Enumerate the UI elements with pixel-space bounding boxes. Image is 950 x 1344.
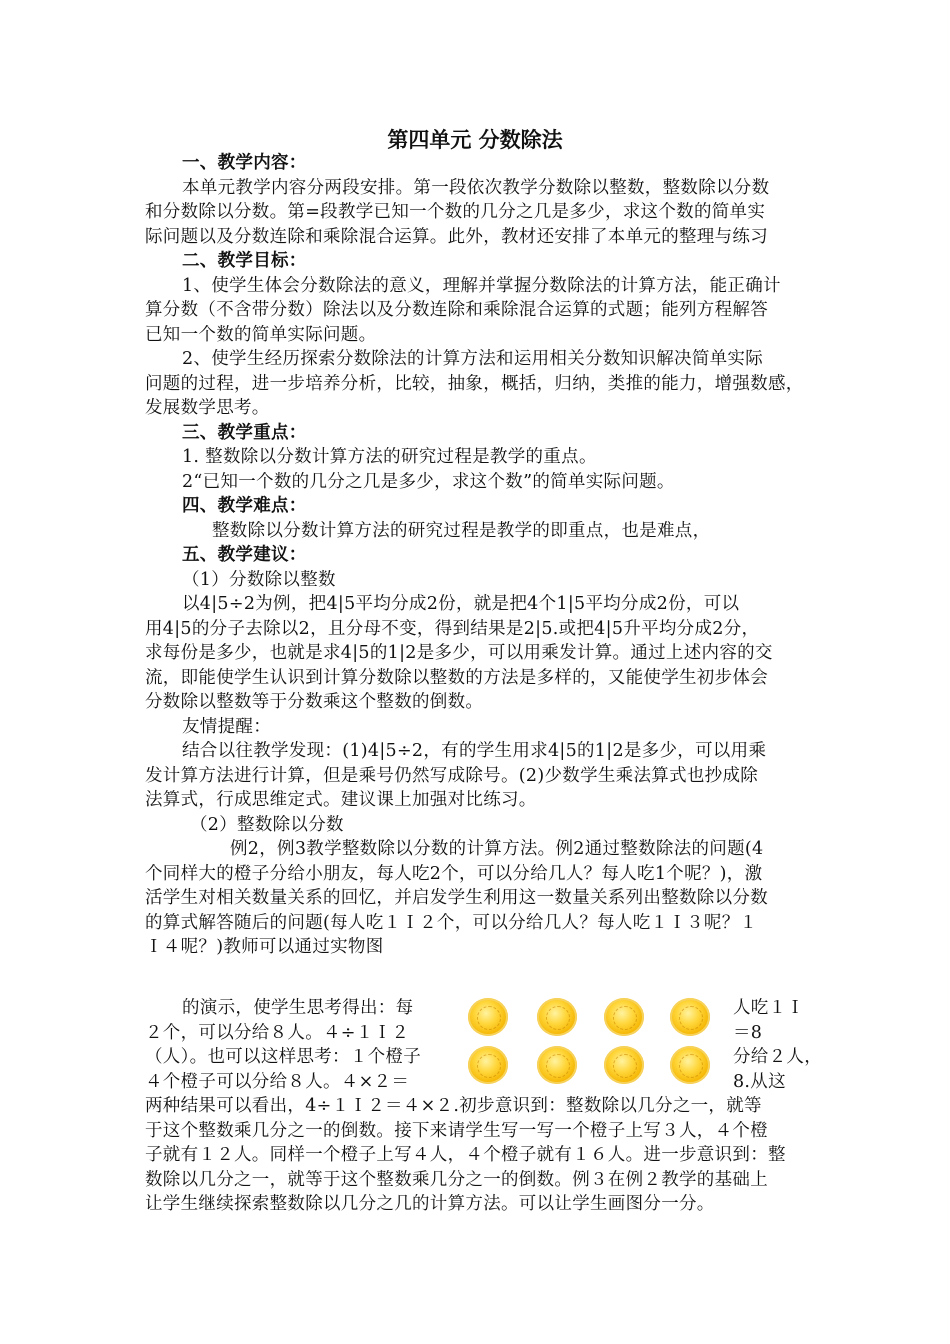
orange-icon [604,1046,644,1084]
oranges-illustration [462,996,732,1086]
text-line: 数除以几分之一，就等于这个整数乘几分之一的倒数。例３在例２教学的基础上 [145,1169,768,1190]
text-line: 例2，例3教学整数除以分数的计算方法。例2通过整数除法的问题(4 [230,839,764,859]
text-line: ２个，可以分给８人。４÷１Ｉ２ [145,1022,410,1043]
text-line: （人）。也可以这样思考：１个橙子 [145,1047,422,1067]
text-line: 求每份是多少，也就是求4|5的1|2是多少，可以用乘发计算。通过上述内容的交 [145,643,773,663]
text-line: 个同样大的橙子分给小朋友，每人吃2个，可以分给几人？每人吃1个呢？)，激 [145,863,763,884]
orange-icon [537,998,577,1036]
text-line: 用4|5的分子去除以2，且分母不变，得到结果是2|5.或把4|5升平均分成2分， [145,618,760,639]
text-line: 法算式，行成思维定式。建议课上加强对比练习。 [145,790,537,810]
text-line: 1、使学生体会分数除法的意义，理解并掌握分数除法的计算方法，能正确计 [182,275,781,296]
text-line: 子就有１２人。同样一个橙子上写４人，４个橙子就有１６人。进一步意识到：整 [145,1145,786,1165]
section-heading: 一、教学内容： [182,153,307,173]
text-line: 发展数学思考。 [145,398,270,418]
text-line: 2、使学生经历探索分数除法的计算方法和运用相关分数知识解决简单实际 [182,349,764,369]
text-line: ４个橙子可以分给８人。４×２＝ [145,1071,410,1092]
text-line: 活学生对相关数量关系的回忆，并启发学生利用这一数量关系列出整数除以分数 [145,888,768,908]
orange-icon [670,1046,710,1084]
text-line: Ｉ４呢？)教师可以通过实物图 [145,937,384,957]
text-line: 的算式解答随后的问题(每人吃１Ｉ２个，可以分给几人？每人吃１Ｉ３呢？１ [145,912,758,933]
text-line: 人吃１Ｉ [733,998,805,1018]
orange-icon [468,998,508,1036]
text-line: 让学生继续探索整数除以几分之几的计算方法。可以让学生画图分一分。 [145,1194,715,1214]
text-line: 已知一个数的简单实际问题。 [145,324,377,345]
text-line: 流，即能使学生认识到计算分数除以整数的方法是多样的，又能使学生初步体会 [145,667,768,688]
text-line: 和分数除以分数。第=段教学已知一个数的几分之几是多少，求这个数的简单实 [145,202,766,222]
page-title: 第四单元 分数除法 [387,128,563,152]
text-line: 两种结果可以看出，4÷１Ｉ２＝４×２.初步意识到：整数除以几分之一，就等 [145,1096,762,1116]
text-line: 友情提醒： [182,716,271,737]
text-line: 以4|5÷2为例，把4|5平均分成2份，就是把4个1|5平均分成2份，可以 [182,594,740,614]
text-line: 问题的过程，进一步培养分析，比较，抽象，概括，归纳，类推的能力，增强数感， [145,373,804,394]
text-line: 本单元教学内容分两段安排。第一段依次教学分数除以整数，整数除以分数 [182,177,770,198]
text-line: 于这个整数乘几分之一的倒数。接下来请学生写一写一个橙子上写３人，４个橙 [145,1120,768,1141]
text-line: （2）整数除以分数 [190,814,344,835]
text-line: 1. 整数除以分数计算方法的研究过程是教学的重点。 [182,447,597,467]
text-line: （1）分数除以整数 [182,569,336,590]
text-line: 8.从这 [733,1071,786,1092]
text-line: 分给２人， [733,1047,822,1067]
section-heading: 四、教学难点： [182,496,307,516]
text-line: 的演示，使学生思考得出：每 [182,998,414,1018]
text-line: 分数除以整数等于分数乘这个整数的倒数。 [145,692,484,712]
orange-icon [604,998,644,1036]
orange-icon [537,1046,577,1084]
text-line: 整数除以分数计算方法的研究过程是教学的即重点，也是难点， [212,520,711,541]
text-line: ＝8 [733,1022,763,1043]
text-line: 算分数（不含带分数）除法以及分数连除和乘除混合运算的式题；能列方程解答 [145,300,768,320]
text-line: 际问题以及分数连除和乘除混合运算。此外，教材还安排了本单元的整理与练习 [145,226,768,247]
section-heading: 二、教学目标： [182,251,307,271]
text-line: 2“已知一个数的几分之几是多少，求这个数”的简单实际问题。 [182,471,675,492]
orange-icon [468,1046,508,1084]
orange-icon [670,998,710,1036]
section-heading: 五、教学建议： [182,545,307,565]
text-line: 结合以往教学发现：(1)4|5÷2，有的学生用求4|5的1|2是多少，可以用乘 [182,741,767,761]
text-line: 发计算方法进行计算，但是乘号仍然写成除号。(2)少数学生乘法算式也抄成除 [145,765,759,786]
section-heading: 三、教学重点： [182,422,307,443]
